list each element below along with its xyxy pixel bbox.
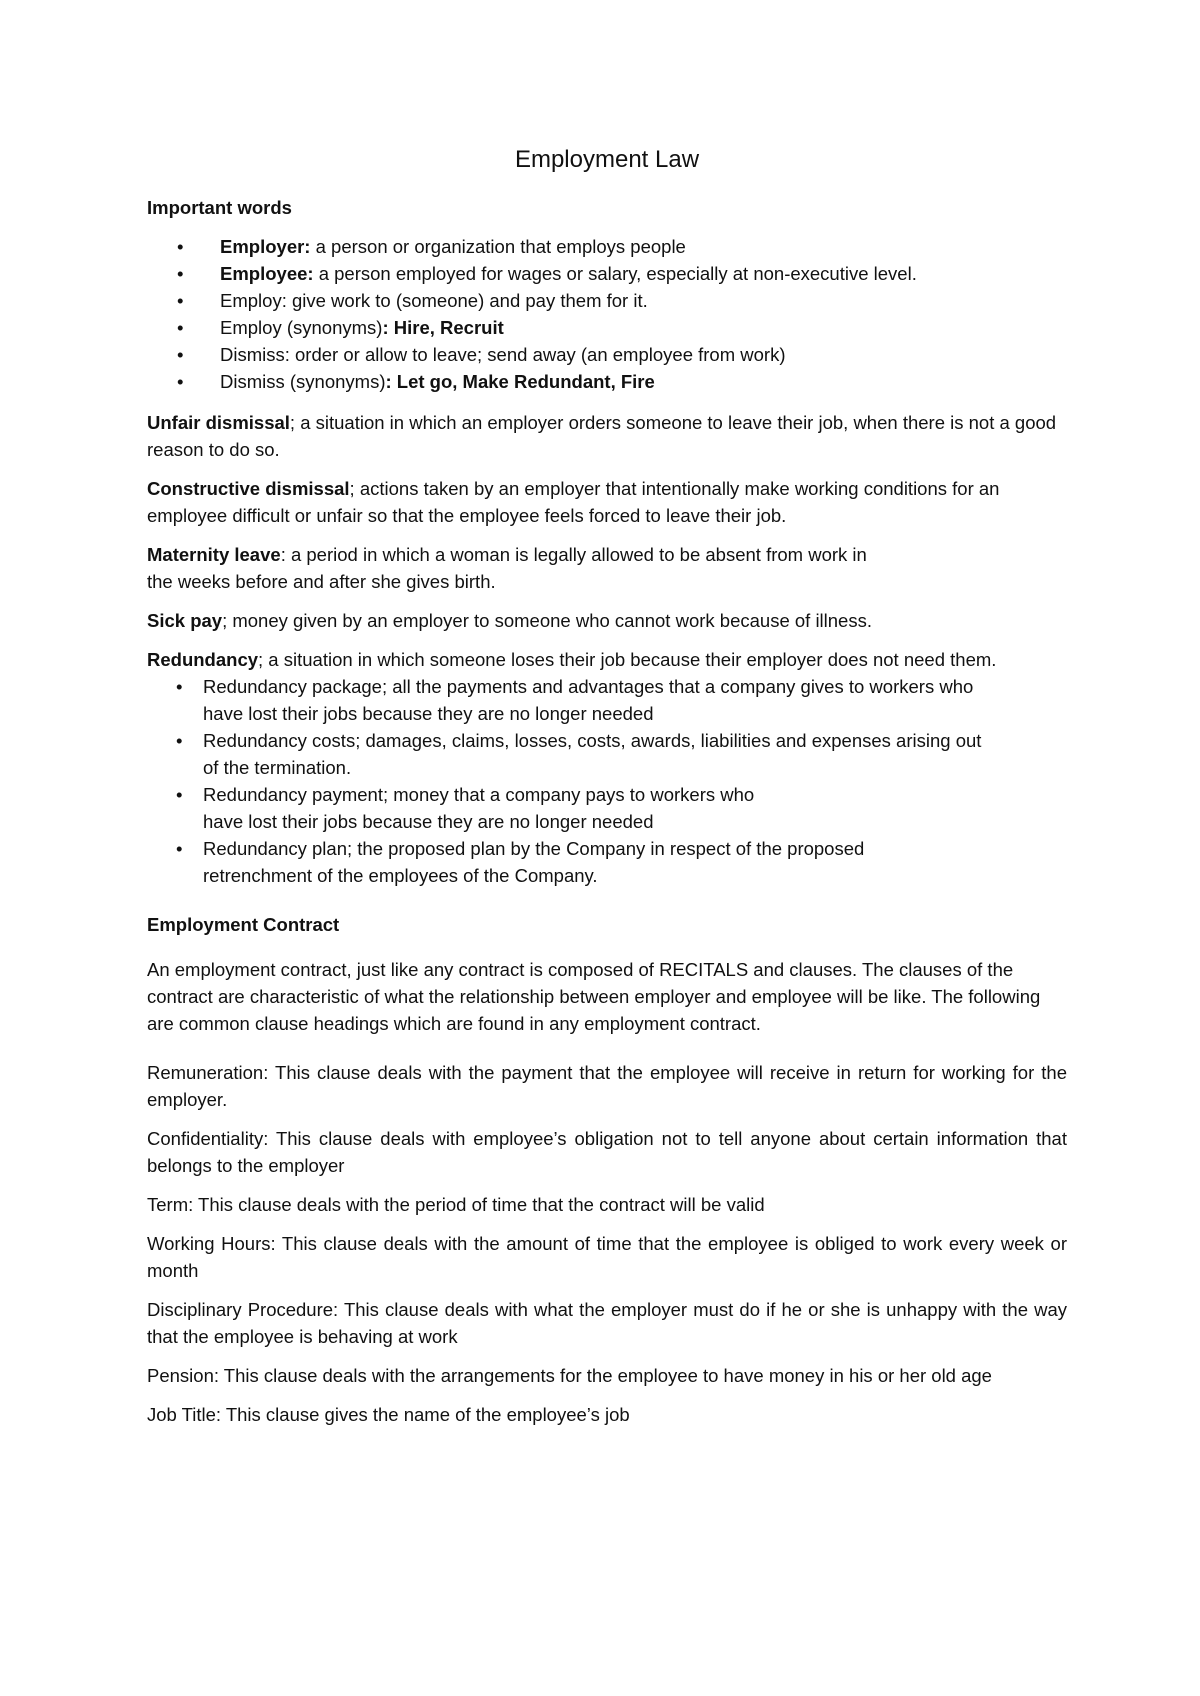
- important-words-heading: Important words: [147, 197, 292, 218]
- definition: Dismiss: order or allow to leave; send away (an employee from work): [220, 344, 786, 365]
- bullet-icon: •: [176, 730, 183, 751]
- definition: Dismiss (synonyms): [220, 371, 386, 392]
- clause-disciplinary-procedure: Disciplinary Procedure: This clause deals with what the employer must do if he or she is unhappy with the way that the employee is behaving at work: [147, 1299, 1067, 1347]
- term: Redundancy: [147, 649, 259, 670]
- clause-confidentiality: Confidentiality: This clause deals with employee’s obligation not to tell anyone about certain information that belongs to the employer: [147, 1128, 1067, 1176]
- item-text-continued: have lost their jobs because they are no longer needed: [203, 703, 654, 724]
- term: Maternity leave: [147, 544, 281, 565]
- list-item: [177, 314, 1067, 341]
- definition: ; a situation in which someone loses their job because their employer does not need them.: [258, 649, 997, 670]
- item-text: Redundancy package; all the payments and advantages that a company gives to workers who: [203, 676, 974, 697]
- bullet-icon: •: [177, 371, 184, 392]
- term: Sick pay: [147, 610, 223, 631]
- definition: : a period in which a woman is legally allowed to be absent from work in: [280, 544, 867, 565]
- term: Employee:: [220, 263, 314, 284]
- clause-pension: Pension: This clause deals with the arrangements for the employee to have money in his or her old age: [147, 1365, 992, 1386]
- definition: ; money given by an employer to someone who cannot work because of illness.: [222, 610, 872, 631]
- definition: a person employed for wages or salary, especially at non-executive level.: [313, 263, 917, 284]
- definition-maternity-leave: [147, 541, 1067, 595]
- important-words-list: [147, 233, 1067, 395]
- bullet-icon: •: [176, 838, 183, 859]
- synonyms: : Hire, Recruit: [382, 317, 504, 338]
- definition-continued: the weeks before and after she gives birth.: [147, 571, 496, 592]
- definition-unfair-dismissal: [147, 409, 1067, 463]
- bullet-icon: •: [177, 290, 184, 311]
- contract-heading: Employment Contract: [147, 914, 340, 935]
- term: Employer:: [220, 236, 311, 257]
- bullet-icon: •: [177, 236, 184, 257]
- clause-term: Term: This clause deals with the period of time that the contract will be valid: [147, 1194, 765, 1215]
- redundancy-list: [147, 673, 1067, 889]
- clause-remuneration: Remuneration: This clause deals with the payment that the employee will receive in return for working for the employer.: [147, 1062, 1067, 1110]
- list-item: [177, 287, 1067, 314]
- list-item: [176, 727, 1067, 781]
- bullet-icon: •: [177, 344, 184, 365]
- definition-redundancy: [147, 646, 1067, 673]
- definition-constructive-dismissal: [147, 475, 1067, 529]
- definition: Employ: give work to (someone) and pay them for it.: [220, 290, 648, 311]
- term: Unfair dismissal: [147, 412, 290, 433]
- list-item: [177, 260, 1067, 287]
- definition: ; a situation in which an employer orders someone to leave their job, when there is not a good reason to do so.: [147, 412, 1057, 460]
- list-item: [177, 341, 1067, 368]
- item-text: Redundancy costs; damages, claims, losses, costs, awards, liabilities and expenses arising out: [203, 730, 982, 751]
- item-text-continued: of the termination.: [203, 757, 352, 778]
- bullet-icon: •: [177, 263, 184, 284]
- item-text-continued: retrenchment of the employees of the Company.: [203, 865, 598, 886]
- synonyms: : Let go, Make Redundant, Fire: [385, 371, 655, 392]
- list-item: [176, 781, 1067, 835]
- item-text: Redundancy plan; the proposed plan by the Company in respect of the proposed: [203, 838, 865, 859]
- bullet-icon: •: [176, 676, 183, 697]
- list-item: [176, 835, 1067, 889]
- bullet-icon: •: [177, 317, 184, 338]
- clause-working-hours: Working Hours: This clause deals with the amount of time that the employee is obliged to work every week or month: [147, 1233, 1067, 1281]
- list-item: [177, 368, 1067, 395]
- definition: Employ (synonyms): [220, 317, 383, 338]
- definition-sick-pay: [147, 607, 1067, 634]
- definition: a person or organization that employs people: [310, 236, 686, 257]
- bullet-icon: •: [176, 784, 183, 805]
- list-item: [176, 673, 1067, 727]
- list-item: [177, 233, 1067, 260]
- item-text-continued: have lost their jobs because they are no longer needed: [203, 811, 654, 832]
- document-title: Employment Law: [514, 146, 700, 173]
- definition: ; actions taken by an employer that intentionally make working conditions for an employee difficult or unfair so that the employee feels forced to leave their job.: [147, 478, 1000, 526]
- item-text: Redundancy payment; money that a company pays to workers who: [203, 784, 755, 805]
- contract-intro: An employment contract, just like any contract is composed of RECITALS and clauses. The clauses of the contract are characteristic of what the relationship between employer and employee will be like. The following are common clause headings which are found in any employment contract.: [147, 959, 1041, 1034]
- clause-job-title: Job Title: This clause gives the name of the employee’s job: [147, 1404, 630, 1425]
- term: Constructive dismissal: [147, 478, 350, 499]
- document-content: [147, 144, 1067, 1440]
